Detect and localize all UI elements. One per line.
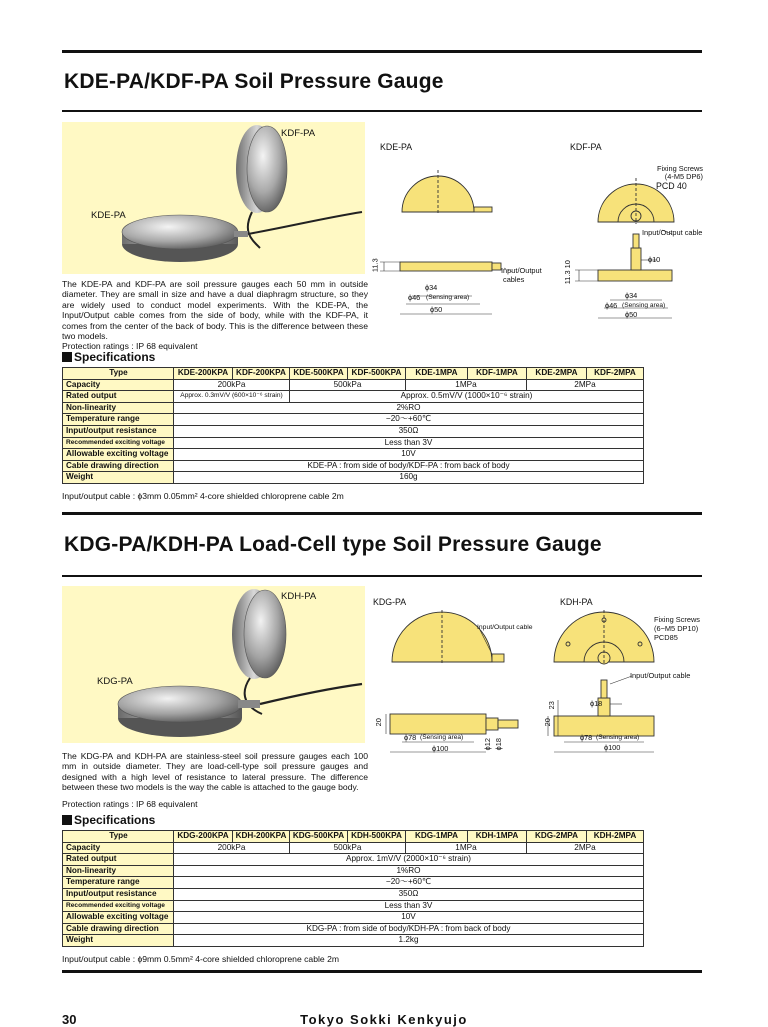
diagram-label-kde: KDE-PA — [380, 142, 413, 152]
kde-dim-50: ɸ50 — [430, 305, 443, 314]
section2-title: KDG-PA/KDH-PA Load-Cell type Soil Pressure Gauge — [64, 533, 602, 556]
kdf-io-cable-label: Input/Output cable — [642, 228, 703, 237]
photo-label-kdg: KDG-PA — [97, 676, 133, 687]
kdf-dim-46: ɸ46 — [605, 301, 618, 310]
model-cell: KDG-1MPA — [406, 831, 468, 843]
section1-spec-table — [62, 367, 644, 484]
company-name: Tokyo Sokki Kenkyujo — [300, 1012, 468, 1027]
row-value: 350Ω — [174, 888, 644, 900]
row-value: Less than 3V — [174, 900, 644, 912]
kdg-height-dim: 20 — [373, 718, 383, 727]
model-cell: KDF-1MPA — [468, 368, 527, 380]
table-row — [63, 877, 644, 889]
model-cell: KDG-200KPA — [174, 831, 233, 843]
kdh-dim-18: ɸ18 — [590, 699, 603, 708]
row-label: Temperature range — [63, 414, 174, 426]
table-row — [63, 831, 644, 843]
capacity-cell: 500kPa — [290, 379, 406, 391]
section2-title-rule — [62, 575, 702, 577]
model-cell: KDE-200KPA — [174, 368, 233, 380]
table-row — [63, 900, 644, 912]
section2-spec-heading-text: Specifications — [74, 813, 156, 827]
model-cell: KDH-2MPA — [587, 831, 644, 843]
kdh-sensing-area: (Sensing area) — [596, 734, 640, 741]
model-cell: KDF-200KPA — [233, 368, 290, 380]
row-label: Non-linearity — [63, 865, 174, 877]
table-row — [63, 391, 644, 403]
row-label: Recommended exciting voltage — [63, 900, 174, 912]
row-label: Weight — [63, 472, 174, 484]
row-label: Allowable exciting voltage — [63, 912, 174, 924]
model-cell: KDE-500KPA — [290, 368, 348, 380]
row-label: Allowable exciting voltage — [63, 449, 174, 461]
row-value: 160g — [174, 472, 644, 484]
kdh-height-dim-23: 23 — [546, 701, 556, 710]
section1-title-rule — [62, 110, 702, 112]
section1-description: The KDE-PA and KDF-PA are soil pressure gauges each 50 mm in outside diameter. They are small in size and have a dual diaphragm structure, so they are widely used to conduct model experiments. With the KDE-PA, the Input/Output cable comes from the side of body, while with the KDF-PA, it comes from the center of the back of body. This is the difference between these two models. — [62, 279, 368, 342]
section1-spec-rows — [63, 402, 644, 483]
row-value: −20〜+60℃ — [174, 877, 644, 889]
kdh-io-cable-label: Input/Output cable — [630, 671, 691, 680]
row-label: Rated output — [63, 391, 174, 403]
kde-io-cables-label-b: cables — [503, 275, 525, 284]
table-row — [63, 854, 644, 866]
model-cell: KDF-500KPA — [348, 368, 406, 380]
section2-gauge-illustration — [62, 586, 365, 743]
table-row — [63, 923, 644, 935]
rated-output-cell: Approx. 0.3mV/V (600×10⁻⁶ strain) — [174, 391, 290, 403]
row-label: Capacity — [63, 379, 174, 391]
kdh-dim-100: ɸ100 — [604, 743, 621, 752]
model-cell: KDG-500KPA — [290, 831, 348, 843]
row-value: 350Ω — [174, 425, 644, 437]
section2-spec-heading — [62, 813, 155, 827]
table-row — [63, 472, 644, 484]
capacity-cell: 200kPa — [174, 842, 290, 854]
rated-output-cell: Approx. 1mV/V (2000×10⁻⁶ strain) — [174, 854, 644, 866]
kdf-screw-spec: (4-M5 DP6) — [664, 172, 703, 181]
kdg-dim-100: ɸ100 — [432, 744, 449, 753]
section2-spec-rows — [63, 865, 644, 946]
model-cell: KDH-200KPA — [233, 831, 290, 843]
row-label: Non-linearity — [63, 402, 174, 414]
row-value: −20〜+60℃ — [174, 414, 644, 426]
kde-height-dim: 11.3 — [370, 258, 380, 273]
capacity-cell: 2MPa — [527, 842, 644, 854]
table-row — [63, 912, 644, 924]
section1-cable-note: Input/output cable : ɸ3mm 0.05mm² 4-core shielded chloroprene cable 2m — [62, 491, 344, 501]
section2-protection: Protection ratings : IP 68 equivalent — [62, 799, 198, 809]
section1-protection: Protection ratings : IP 68 equivalent — [62, 341, 198, 351]
section2-spec-table — [62, 830, 644, 947]
row-label: Cable drawing direction — [63, 460, 174, 472]
row-label: Cable drawing direction — [63, 923, 174, 935]
section1-spec-heading-text: Specifications — [74, 350, 156, 364]
row-label: Capacity — [63, 842, 174, 854]
model-cell: KDE-2MPA — [527, 368, 587, 380]
kde-dim-46: ɸ46 — [408, 293, 421, 302]
kdf-fixing-screws-label: Fixing Screws — [657, 164, 703, 173]
row-value: 10V — [174, 449, 644, 461]
capacity-cell: 1MPa — [406, 842, 527, 854]
photo-label-kdf: KDF-PA — [281, 128, 316, 139]
model-cell: KDE-1MPA — [406, 368, 468, 380]
table-row — [63, 449, 644, 461]
kdf-dim-50: ɸ50 — [625, 310, 638, 319]
photo-label-kdh: KDH-PA — [281, 591, 317, 602]
table-row — [63, 460, 644, 472]
model-cell: KDG-2MPA — [527, 831, 587, 843]
capacity-cell: 2MPa — [527, 379, 644, 391]
kdf-dim-10: ɸ10 — [648, 255, 661, 264]
diagram-label-kdh: KDH-PA — [560, 597, 593, 607]
row-label: Rated output — [63, 854, 174, 866]
kdf-dim-34: ɸ34 — [625, 291, 638, 300]
rated-output-cell: Approx. 0.5mV/V (1000×10⁻⁶ strain) — [290, 391, 644, 403]
kdh-fixing-screws-label: Fixing Screws — [654, 615, 700, 624]
row-value: KDG-PA : from side of body/KDH-PA : from back of body — [174, 923, 644, 935]
kdf-height-dim: 11.3 10 — [562, 260, 572, 285]
kdg-dim-12: ɸ12 — [482, 738, 492, 751]
kdf-sensing-area: (Sensing area) — [622, 302, 666, 309]
kdh-pcd-label: PCD85 — [654, 633, 678, 642]
type-header: Type — [63, 831, 174, 843]
kde-dim-34: ɸ34 — [425, 283, 438, 292]
page-number: 30 — [62, 1012, 77, 1027]
diagram-label-kdg: KDG-PA — [373, 597, 407, 607]
row-label: Temperature range — [63, 877, 174, 889]
kde-sensing-area: (Sensing area) — [426, 294, 470, 301]
row-label: Input/output resistance — [63, 888, 174, 900]
table-row — [63, 437, 644, 449]
kdg-sensing-area: (Sensing area) — [420, 734, 464, 741]
section1-title: KDE-PA/KDF-PA Soil Pressure Gauge — [64, 70, 444, 93]
table-row — [63, 379, 644, 391]
row-value: KDE-PA : from side of body/KDF-PA : from back of body — [174, 460, 644, 472]
table-row — [63, 368, 644, 380]
kdg-dim-78: ɸ78 — [404, 733, 417, 742]
kdf-pcd-label: PCD 40 — [656, 181, 687, 191]
section1-photo — [62, 122, 365, 274]
kdg-io-cable-label: Input/Output cable — [477, 624, 533, 631]
section2-cable-note: Input/output cable : ɸ9mm 0.5mm² 4-core shielded chloroprene cable 2m — [62, 954, 340, 964]
row-value: 2%RO — [174, 402, 644, 414]
kdh-screw-spec: (6−M5 DP10) — [654, 624, 699, 633]
capacity-cell: 200kPa — [174, 379, 290, 391]
table-row — [63, 865, 644, 877]
table-row — [63, 402, 644, 414]
row-label: Input/output resistance — [63, 425, 174, 437]
kde-io-cables-label-a: Input/Output — [501, 266, 542, 275]
capacity-cell: 500kPa — [290, 842, 406, 854]
row-value: 10V — [174, 912, 644, 924]
table-row — [63, 888, 644, 900]
bottom-rule — [62, 970, 702, 973]
table-row — [63, 425, 644, 437]
kdh-dim-78: ɸ78 — [580, 733, 593, 742]
section1-spec-heading — [62, 350, 155, 364]
photo-label-kde: KDE-PA — [91, 210, 126, 221]
table-row — [63, 414, 644, 426]
model-cell: KDH-500KPA — [348, 831, 406, 843]
table-row — [63, 842, 644, 854]
row-label: Recommended exciting voltage — [63, 437, 174, 449]
row-value: 1.2kg — [174, 935, 644, 947]
kdh-height-dim-20: 20 — [542, 718, 552, 727]
section1-gauge-illustration — [62, 122, 365, 274]
model-cell: KDH-1MPA — [468, 831, 527, 843]
top-rule — [62, 50, 702, 53]
section2-description: The KDG-PA and KDH-PA are stainless-steel soil pressure gauges each 100 mm in outside diameter. They are load-cell-type soil pressure gauges and designed with a high level of resistance to lateral pressure. The difference between these two models is the way the cable is attached to the gauge body. — [62, 751, 368, 793]
model-cell: KDF-2MPA — [587, 368, 644, 380]
type-header: Type — [63, 368, 174, 380]
capacity-cell: 1MPa — [406, 379, 527, 391]
section2-top-rule — [62, 512, 702, 515]
kdg-dim-18: ɸ18 — [493, 738, 503, 751]
diagram-label-kdf: KDF-PA — [570, 142, 602, 152]
table-row — [63, 935, 644, 947]
row-label: Weight — [63, 935, 174, 947]
row-value: 1%RO — [174, 865, 644, 877]
section2-photo — [62, 586, 365, 743]
row-value: Less than 3V — [174, 437, 644, 449]
